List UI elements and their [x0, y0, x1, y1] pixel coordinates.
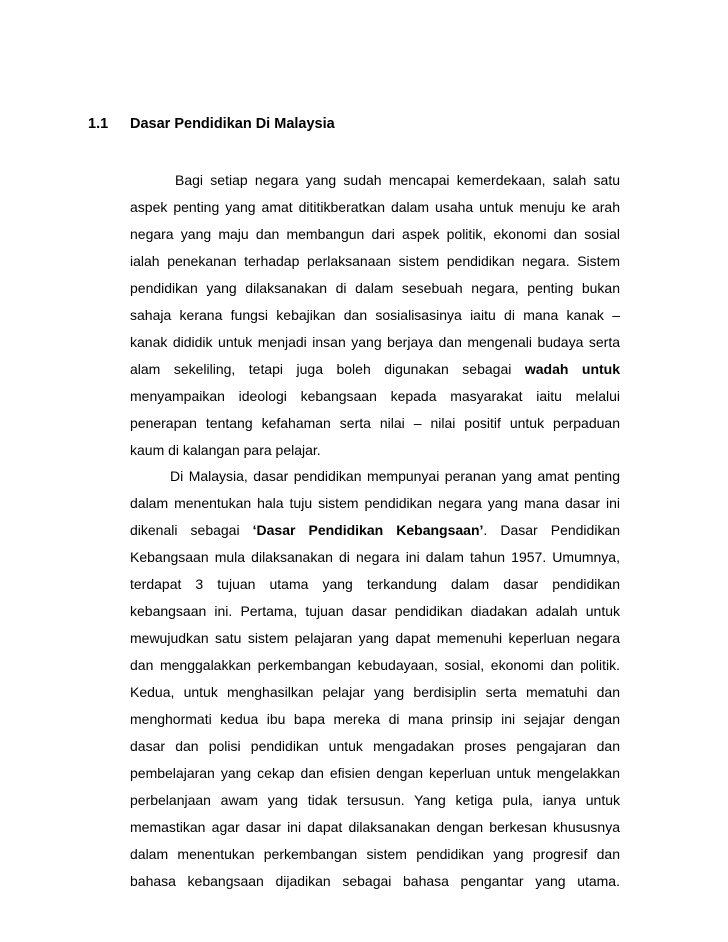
paragraph-line: pembelajaran yang cekap dan efisien dengan keperluan untuk mengelakkan: [130, 765, 620, 781]
paragraph-line: kebangsaan ini. Pertama, tujuan dasar pendidikan diadakan adalah untuk: [130, 603, 620, 619]
paragraph-line-mixed: [130, 521, 620, 539]
plain-text: alam sekeliling, tetapi juga boleh digunakan sebagai: [130, 361, 512, 377]
bold-text: wadah untuk: [524, 361, 620, 377]
paragraph-line: ialah penekanan terhadap perlaksanaan sistem pendidikan negara. Sistem: [130, 253, 620, 269]
paragraph-line: aspek penting yang amat dititikberatkan dalam usaha untuk menuju ke arah: [130, 199, 620, 215]
paragraph-line: dalam menentukan hala tuju sistem pendidikan negara yang mana dasar ini: [130, 495, 620, 511]
section-title: Dasar Pendidikan Di Malaysia: [130, 116, 335, 132]
paragraph-line-bold: penerapan tentang kefahaman serta nilai – nilai positif untuk perpaduan: [130, 415, 620, 431]
paragraph-line-bold: kaum di kalangan para pelajar.: [130, 442, 321, 458]
paragraph-line: Di Malaysia, dasar pendidikan mempunyai peranan yang amat penting: [170, 468, 620, 484]
paragraph-line: Bagi setiap negara yang sudah mencapai kemerdekaan, salah satu: [175, 172, 620, 188]
paragraph-line: perbelanjaan awam yang tidak tersusun. Yang ketiga pula, ianya untuk: [130, 792, 620, 808]
paragraph-line: memastikan agar dasar ini dapat dilaksanakan dengan berkesan khususnya: [130, 819, 620, 835]
paragraph-line: dalam menentukan perkembangan sistem pendidikan yang progresif dan: [130, 846, 620, 862]
paragraph-line: bahasa kebangsaan dijadikan sebagai bahasa pengantar yang utama.: [130, 873, 620, 889]
paragraph-line: dasar dan polisi pendidikan untuk mengadakan proses pengajaran dan: [130, 738, 620, 754]
paragraph-line: kanak dididik untuk menjadi insan yang berjaya dan mengenali budaya serta: [130, 334, 620, 350]
paragraph-line: negara yang maju dan membangun dari aspek politik, ekonomi dan sosial: [130, 226, 620, 242]
section-heading: [88, 116, 335, 132]
paragraph-line: pendidikan yang dilaksanakan di dalam sesebuah negara, penting bukan: [130, 280, 620, 296]
plain-text: . Dasar Pendidikan: [483, 522, 621, 538]
paragraph-line: sahaja kerana fungsi kebajikan dan sosialisasinya iaitu di mana kanak –: [130, 307, 620, 323]
bold-text: ‘Dasar Pendidikan Kebangsaan’: [252, 522, 484, 538]
paragraph-line-bold: menyampaikan ideologi kebangsaan kepada masyarakat iaitu melalui: [130, 388, 620, 404]
paragraph-line-mixed: [130, 360, 620, 378]
paragraph-line: Kebangsaan mula dilaksanakan di negara ini dalam tahun 1957. Umumnya,: [130, 549, 620, 565]
paragraph-line: menghormati kedua ibu bapa mereka di mana prinsip ini sejajar dengan: [130, 711, 620, 727]
paragraph-line: dan menggalakkan perkembangan kebudayaan, sosial, ekonomi dan politik.: [130, 657, 620, 673]
paragraph-line: terdapat 3 tujuan utama yang terkandung dalam dasar pendidikan: [130, 576, 620, 592]
paragraph-line: Kedua, untuk menghasilkan pelajar yang berdisiplin serta mematuhi dan: [130, 684, 620, 700]
section-number: 1.1: [88, 116, 109, 132]
paragraph-line: mewujudkan satu sistem pelajaran yang dapat memenuhi keperluan negara: [130, 630, 620, 646]
plain-text: dikenali sebagai: [130, 522, 240, 538]
